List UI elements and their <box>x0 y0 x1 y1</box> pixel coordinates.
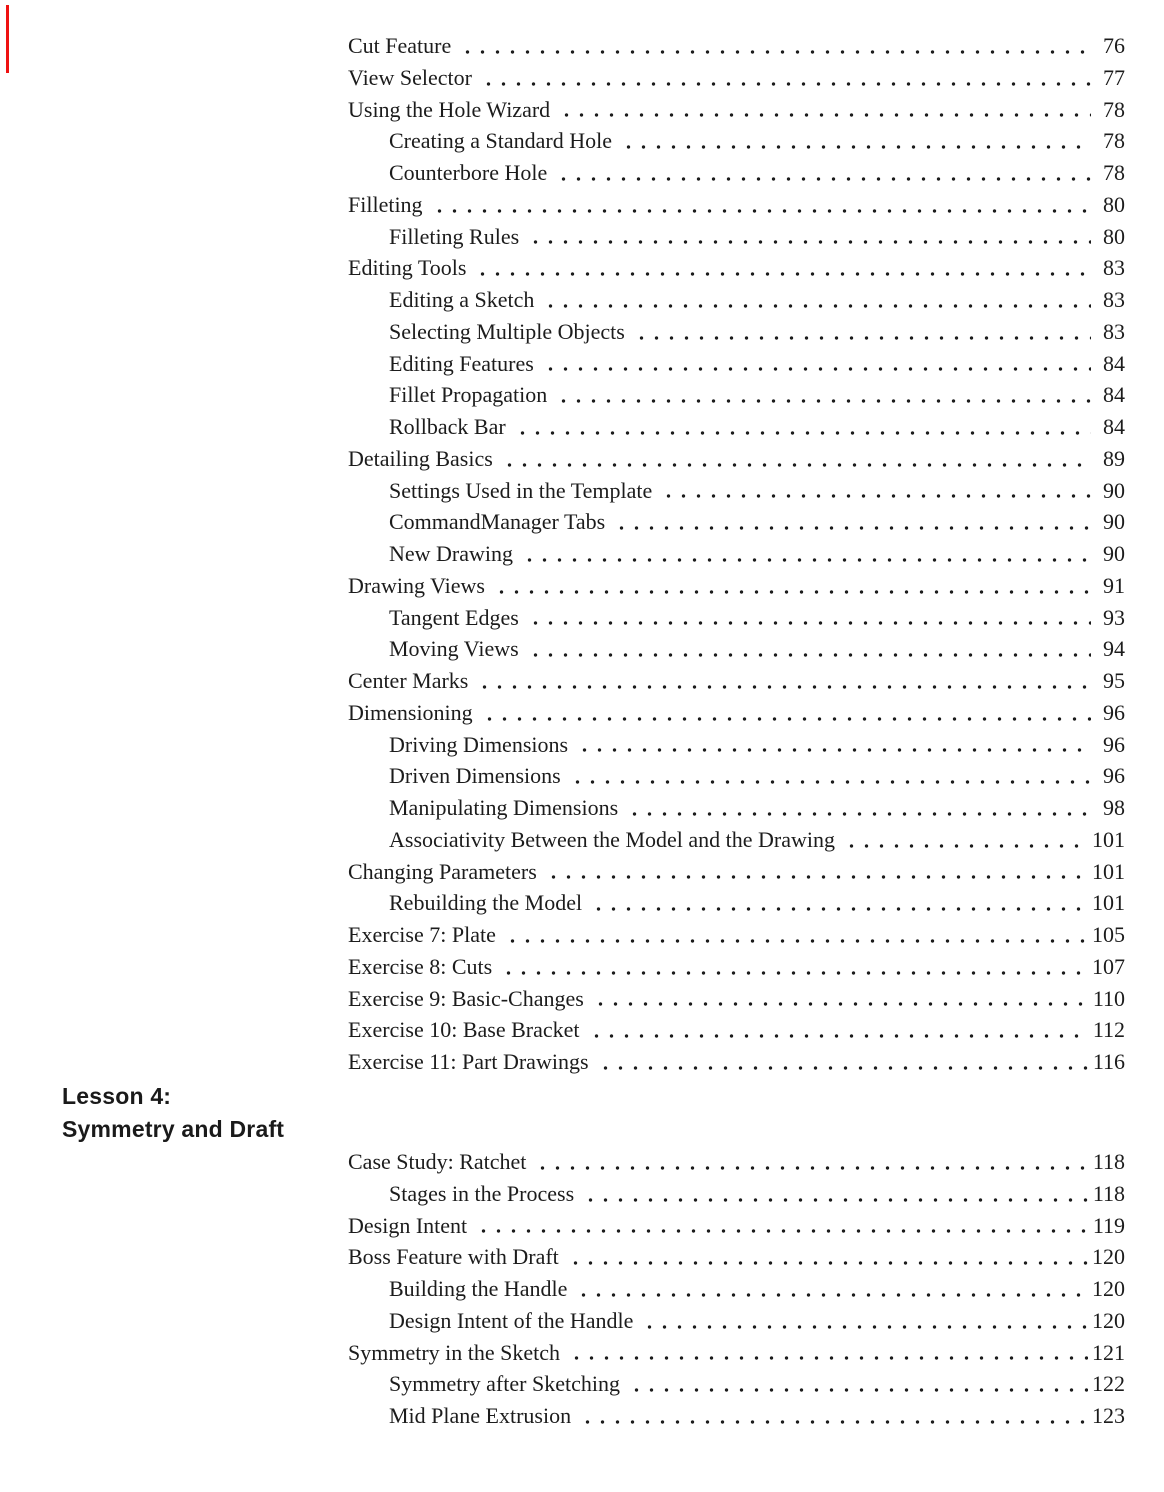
toc-entry-row <box>348 824 1125 856</box>
dot-leader <box>546 856 1088 888</box>
dot-leader <box>460 30 1091 62</box>
dot-leader <box>629 1368 1088 1400</box>
toc-entry-title: Dimensioning <box>348 699 473 725</box>
toc-entry-title: Filleting <box>348 191 423 217</box>
dot-leader <box>494 570 1091 602</box>
dot-leader <box>576 1273 1088 1305</box>
toc-entry-page-number: 101 <box>1092 858 1125 884</box>
toc-entry-row <box>348 316 1125 348</box>
toc-entry-page-number: 110 <box>1092 985 1125 1011</box>
toc-entry-page-number: 112 <box>1092 1017 1125 1043</box>
toc-entry-page-number: 78 <box>1103 160 1125 185</box>
toc-entry-title: Moving Views <box>389 636 519 662</box>
toc-entry-title: Editing Tools <box>348 255 467 281</box>
dot-leader <box>568 1241 1088 1273</box>
dot-leader <box>482 697 1091 729</box>
dot-leader <box>535 1146 1088 1178</box>
toc-entry-row <box>348 1046 1125 1078</box>
toc-entry-row <box>348 697 1125 729</box>
dot-leader <box>528 602 1091 634</box>
toc-entry-title: Fillet Propagation <box>389 382 548 408</box>
toc-entry-title: Settings Used in the Template <box>389 477 653 503</box>
lesson-4-heading <box>62 1080 284 1145</box>
toc-entry-page-number: 120 <box>1092 1244 1125 1270</box>
dot-leader <box>621 125 1091 157</box>
toc-entry-title: View Selector <box>348 64 472 90</box>
toc-entry-page-number: 122 <box>1092 1371 1125 1397</box>
dot-leader <box>634 316 1091 348</box>
toc-entry-row <box>348 760 1125 792</box>
toc-entry-page-number: 120 <box>1092 1307 1125 1333</box>
toc-entry-page-number: 101 <box>1092 826 1125 852</box>
toc-entry-row <box>348 252 1125 284</box>
dot-leader <box>502 443 1091 475</box>
toc-entry-page-number: 84 <box>1103 414 1125 439</box>
toc-entry-row <box>348 729 1125 761</box>
lesson-title-line: Symmetry and Draft <box>62 1115 285 1142</box>
toc-entry-row <box>348 411 1125 443</box>
toc-entry-page-number: 121 <box>1092 1339 1125 1365</box>
toc-entry-row <box>348 379 1125 411</box>
dot-leader <box>598 1046 1089 1078</box>
toc-entry-title: Editing Features <box>389 350 534 376</box>
dot-leader <box>580 1400 1088 1432</box>
toc-entry-title: Tangent Edges <box>389 604 519 630</box>
toc-entry-page-number: 83 <box>1103 287 1125 312</box>
dot-leader <box>570 760 1091 792</box>
toc-entry-title: Exercise 8: Cuts <box>348 953 493 979</box>
toc-entry-row <box>348 30 1125 62</box>
toc-entry-page-number: 76 <box>1103 33 1125 58</box>
dot-leader <box>642 1305 1088 1337</box>
toc-entry-row <box>348 1210 1125 1242</box>
toc-entry-page-number: 93 <box>1103 604 1125 630</box>
toc-entry-page-number: 120 <box>1092 1276 1125 1301</box>
toc-entry-title: New Drawing <box>389 541 514 566</box>
dot-leader <box>476 1210 1089 1242</box>
toc-entry-title: Manipulating Dimensions <box>389 795 619 820</box>
toc-entry-row <box>348 1337 1125 1369</box>
toc-entry-page-number: 78 <box>1103 128 1125 154</box>
toc-entry-title: Design Intent of the Handle <box>389 1307 634 1333</box>
dot-leader <box>593 983 1089 1015</box>
toc-entry-page-number: 96 <box>1103 731 1125 757</box>
toc-entry-page-number: 105 <box>1092 922 1125 947</box>
dot-leader <box>477 665 1091 697</box>
toc-entry-row <box>348 1146 1125 1178</box>
toc-entry-page-number: 96 <box>1103 699 1125 725</box>
dot-leader <box>475 252 1091 284</box>
toc-entry-row <box>348 1400 1125 1432</box>
toc-entry-page-number: 89 <box>1103 445 1125 471</box>
red-margin-mark <box>6 5 9 73</box>
toc-entry-row <box>348 189 1125 221</box>
dot-leader <box>543 284 1091 316</box>
toc-entry-row <box>348 570 1125 602</box>
dot-leader <box>522 538 1091 570</box>
toc-entry-title: Rebuilding the Model <box>389 890 583 916</box>
toc-entry-page-number: 80 <box>1103 191 1125 217</box>
toc-entry-title: Filleting Rules <box>389 223 520 249</box>
toc-entry-page-number: 119 <box>1092 1212 1125 1238</box>
dot-leader <box>577 729 1091 761</box>
dot-leader <box>528 633 1091 665</box>
toc-entry-title: Editing a Sketch <box>389 287 535 312</box>
toc-entry-page-number: 116 <box>1092 1049 1125 1074</box>
toc-entry-title: Rollback Bar <box>389 414 506 439</box>
dot-leader <box>583 1178 1089 1210</box>
toc-entry-row <box>348 951 1125 983</box>
toc-entry-page-number: 91 <box>1103 572 1125 598</box>
toc-section-top <box>348 30 1125 1078</box>
toc-entry-page-number: 83 <box>1103 318 1125 344</box>
dot-leader <box>589 1014 1089 1046</box>
toc-entry-page-number: 90 <box>1103 509 1125 535</box>
toc-entry-title: Exercise 7: Plate <box>348 922 496 947</box>
toc-entry-page-number: 118 <box>1092 1180 1125 1206</box>
toc-entry-row <box>348 506 1125 538</box>
toc-entry-title: Detailing Basics <box>348 445 493 471</box>
lesson-number-line: Lesson 4: <box>62 1083 172 1109</box>
toc-entry-row <box>348 856 1125 888</box>
toc-entry-title: Creating a Standard Hole <box>389 128 612 154</box>
toc-entry-title: CommandManager Tabs <box>389 509 606 535</box>
toc-entry-row <box>348 919 1125 951</box>
toc-entry-title: Drawing Views <box>348 572 485 598</box>
dot-leader <box>627 792 1091 824</box>
toc-entry-row <box>348 284 1125 316</box>
dot-leader <box>614 506 1091 538</box>
toc-entry-page-number: 107 <box>1092 953 1125 979</box>
toc-entry-row <box>348 1368 1125 1400</box>
toc-entry-row <box>348 792 1125 824</box>
toc-entry-row <box>348 475 1125 507</box>
toc-entry-page-number: 83 <box>1103 255 1125 281</box>
toc-entry-title: Case Study: Ratchet <box>348 1149 527 1174</box>
toc-entry-title: Boss Feature with Draft <box>348 1244 559 1270</box>
toc-entry-page-number: 90 <box>1103 541 1125 566</box>
toc-entry-row <box>348 1305 1125 1337</box>
toc-entry-title: Symmetry in the Sketch <box>348 1339 561 1365</box>
dot-leader <box>569 1337 1088 1369</box>
toc-entry-row <box>348 62 1125 94</box>
toc-section-bottom <box>348 1146 1125 1432</box>
toc-entry-title: Associativity Between the Model and the Drawing <box>389 826 836 852</box>
toc-entry-title: Exercise 11: Part Drawings <box>348 1049 589 1074</box>
toc-entry-row <box>348 348 1125 380</box>
dot-leader <box>481 62 1091 94</box>
toc-entry-page-number: 101 <box>1092 890 1125 916</box>
toc-entry-page-number: 118 <box>1092 1149 1125 1174</box>
toc-entry-page-number: 77 <box>1103 64 1125 90</box>
toc-entry-title: Cut Feature <box>348 33 452 58</box>
toc-entry-row <box>348 538 1125 570</box>
toc-entry-page-number: 78 <box>1103 96 1125 122</box>
toc-entry-title: Symmetry after Sketching <box>389 1371 620 1397</box>
toc-entry-row <box>348 1014 1125 1046</box>
toc-entry-page-number: 96 <box>1103 763 1125 789</box>
dot-leader <box>515 411 1091 443</box>
dot-leader <box>844 824 1088 856</box>
toc-entry-row <box>348 1273 1125 1305</box>
dot-leader <box>505 919 1088 951</box>
dot-leader <box>543 348 1091 380</box>
toc-entry-title: Building the Handle <box>389 1276 568 1301</box>
toc-entry-row <box>348 443 1125 475</box>
toc-entry-title: Changing Parameters <box>348 858 537 884</box>
toc-entry-row <box>348 1241 1125 1273</box>
toc-entry-title: Using the Hole Wizard <box>348 96 551 122</box>
dot-leader <box>528 221 1091 253</box>
toc-entry-title: Driven Dimensions <box>389 763 561 789</box>
toc-entry-row <box>348 1178 1125 1210</box>
toc-entry-page-number: 84 <box>1103 350 1125 376</box>
toc-entry-row <box>348 887 1125 919</box>
dot-leader <box>591 887 1088 919</box>
toc-entry-page-number: 95 <box>1103 668 1125 693</box>
toc-entry-row <box>348 983 1125 1015</box>
dot-leader <box>556 379 1091 411</box>
toc-entry-title: Mid Plane Extrusion <box>389 1403 572 1428</box>
toc-entry-page-number: 123 <box>1092 1403 1125 1428</box>
toc-entry-title: Stages in the Process <box>389 1180 575 1206</box>
toc-entry-title: Counterbore Hole <box>389 160 548 185</box>
toc-entry-row <box>348 125 1125 157</box>
toc-entry-title: Center Marks <box>348 668 469 693</box>
toc-entry-row <box>348 602 1125 634</box>
toc-entry-title: Exercise 9: Basic-Changes <box>348 985 584 1011</box>
toc-entry-page-number: 98 <box>1103 795 1125 820</box>
dot-leader <box>556 157 1091 189</box>
toc-entry-page-number: 90 <box>1103 477 1125 503</box>
toc-entry-row <box>348 633 1125 665</box>
toc-entry-page-number: 84 <box>1103 382 1125 408</box>
toc-entry-title: Exercise 10: Base Bracket <box>348 1017 580 1043</box>
dot-leader <box>661 475 1091 507</box>
dot-leader <box>432 189 1091 221</box>
dot-leader <box>559 94 1091 126</box>
toc-entry-title: Selecting Multiple Objects <box>389 318 625 344</box>
toc-entry-row <box>348 94 1125 126</box>
toc-entry-row <box>348 157 1125 189</box>
dot-leader <box>501 951 1088 983</box>
toc-entry-row <box>348 221 1125 253</box>
toc-entry-page-number: 80 <box>1103 223 1125 249</box>
toc-entry-row <box>348 665 1125 697</box>
toc-entry-title: Design Intent <box>348 1212 468 1238</box>
toc-entry-page-number: 94 <box>1103 636 1125 662</box>
toc-entry-title: Driving Dimensions <box>389 731 569 757</box>
